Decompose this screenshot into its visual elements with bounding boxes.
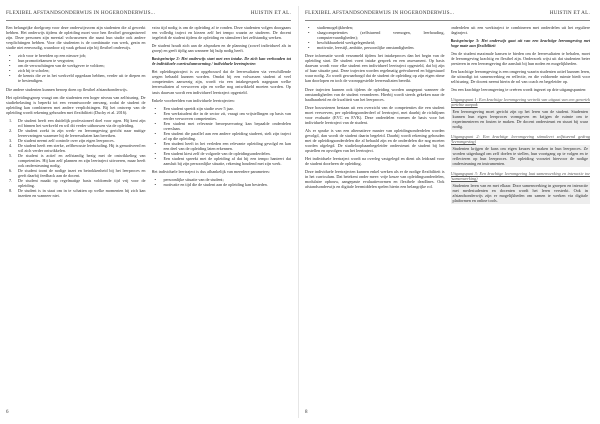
shaded-box: Studenten krijgen de kans om eigen keuzes te maken in hun leerproces. Ze worden uitgedaagd om zelf doelen te stellen, hun voortgang op te volgen en te reflecteren op hun leerproces. De opleiding voorziet hiervoor de nodige ondersteuning en instrumenten. [452, 145, 588, 167]
list-item: • zich bij te scholen; [6, 68, 146, 73]
list-item: • Een student spreekt met de opleiding af dat hij een tempo hanteert dat aansluit bij zijn persoonlijke situatie, rekening houdend met zijn werk. [152, 156, 292, 166]
page-number: 8 [305, 410, 308, 415]
paragraph: Als er sprake is van een alternatieve manier van opleidingsonderdelen worden gevolgd, dan wordt de student daarin begeleid. Daarbij wordt rekening gehouden met de opleidingsonderdelen die al behaald zijn en de onderdelen die nog moeten worden afgelegd. De studieloopbaanbegeleider ondersteunt de student bij het opstellen en opvolgen van het leertraject. [305, 127, 445, 154]
paragraph: Deze individuele leertrajecten kunnen enkel werken als er de nodige flexibiliteit is in het curriculum. Dat betekent onder meer: vrije keuze van opleidingsonderdelen, modulaire opbouw, aangepaste evaluatievormen en flexibele deadlines. Ook afstandsonderwijs en digitale leermiddelen spelen hierin een belangrijke rol. [305, 169, 445, 190]
paragraph: De student houdt zich aan de afspraken en de planning (zowel individueel als in groep) en geeft tijdig aan wanneer hij hulp nodig heeft. [151, 43, 291, 54]
paragraph: Het individuele leertraject wordt na overleg vastgelegd en dient als leidraad voor de student doorheen de opleiding. [305, 156, 445, 167]
list-item: • studiemogelijkheden; [305, 25, 445, 30]
paragraph: Een belangrijke doelgroep voor deze onderwijsvorm zijn studenten die al gewerkt hebben. Het onderwijs tijdens de opleiding moet voor hen flexibel georganiseerd zijn. Deze personen zijn meestal volwassenen die naast hun studie ook andere verplichtingen hebben. Voor die studenten is de combinatie van werk, gezin en studie niet eenvoudig, waardoor zij vaak gebaat zijn bij flexibel onderwijs. [6, 25, 146, 51]
section-heading: Basisprincipe 3: Het onderwijs gaat uit van een krachtige leeromgeving met hoge mate aan flexibiliteit [450, 38, 590, 49]
list-item: • de kennis die ze in het werkveld opgedaan hebben, verder uit te diepen en te bestendigen. [6, 73, 146, 83]
list-item: 5. De student is actief en zelfstandig bezig met de ontwikkeling van competenties. Hij kan zelf plannen en zijn leertraject uitvoeren, maar heeft ook ondersteuning nodig. [6, 153, 146, 168]
bullet-list [6, 53, 146, 83]
list-item: • Een student kiest zelf de volgorde van de opleidingsonderdelen. [152, 151, 292, 156]
list-item: • om de verwachtingen van de werkgever te voldoen; [6, 63, 146, 68]
paragraph: onderdelen uit een werktraject te combineren met onderdelen uit het reguliere dagtraject. [450, 25, 590, 36]
header-title: FLEXIBEL AFSTANDSONDERWIJS IN HOGERONDERWIJS... [6, 10, 156, 16]
paragraph: Het individuele leertraject is dus afhankelijk van meerdere parameters: [151, 169, 271, 175]
bullet-list [305, 25, 445, 50]
column-left [305, 25, 445, 403]
list-item: • Een werkstudent die in de sector zit, vraagt om vrijstellingen op basis van eerder verworven competenties. [152, 111, 292, 121]
numbered-list [6, 118, 146, 199]
list-item: • zich voor te bereiden op een nieuwe job; [6, 53, 146, 58]
header-title: FLEXIBEL AFSTANDSONDERWIJS IN HOGERONDERWIJS... [305, 10, 455, 16]
paragraph: Om een krachtige leeromgeving te creëren wordt ingezet op drie uitgangspunten: [450, 87, 587, 93]
list-item: • hun promotiekansen te vergroten; [6, 58, 146, 63]
paragraph: extra tijd nodig is om de opleiding af te ronden. Deze studenten volgen doorgaans een volledig traject en kiezen zelf het tempo waarin ze studeren. De docent begeleidt de student tijdens de opleiding en stimuleert het zelfstandig werken. [151, 25, 291, 41]
paragraph: Een krachtige leeromgeving is een omgeving waarin studenten actief kunnen leren, die uitnodigt tot samenwerking en reflectie, en die voldoende ruimte biedt voor zelfsturing. De docent neemt hierin de rol van coach en begeleider op. [450, 69, 590, 85]
list-item: 2. De student zoekt in zijn werk- en leeromgeving gericht naar nuttige leerervaringen waarmee hij de leerresultaten kan bereiken. [6, 128, 146, 138]
page-gutter [298, 6, 299, 418]
list-item: • motivatie, leerstijl, ambitie, persoonlijke omstandigheden. [305, 45, 445, 50]
shaded-box: Een leeromgeving moet gericht zijn op het leren van de student. Studenten kunnen hun eigen leerproces vormgeven en krijgen de ruimte om te experimenteren en fouten te maken. De docent ondersteunt en stuurt bij waar nodig. [452, 108, 588, 129]
list-item: 1. De student heeft een duidelijk professioneel doel voor ogen. Hij kent zijn rol binnen het werkveld en wil dit verder uitbouwen via de opleiding. [6, 118, 146, 128]
column-right [451, 25, 591, 403]
right-page [303, 0, 594, 424]
list-item: • motivatie en tijd die de student aan de opleiding kan besteden. [152, 182, 292, 187]
list-item: 8. De student is in staat om in te schatten op welke momenten hij zich kan inzetten en wanneer niet. [6, 188, 146, 198]
paragraph: Het opleidingstraject is zo opgebouwd dat de leerresultaten via verschillende wegen behaald kunnen worden. Omdat bij een volwassen student al veel competenties aanwezig zijn, wordt via een intakegesprek nagegaan welke leerresultaten al verworven zijn en welke nog ontwikkeld moeten worden. Op basis daarvan wordt een individueel leertraject opgesteld. [151, 69, 291, 95]
list-item: • Een student spreidt zijn studie over 5 jaar. [152, 106, 292, 111]
section-heading: Basisprincipe 2: Het onderwijs start met een intake. De zich kan verhouden tot de individuele curriculumvorming / individuele leertrajecten [151, 56, 291, 67]
list-item: • persoonlijke situatie van de student; [152, 177, 292, 182]
list-item: • beschikbaarheid werkgelegenheid; [305, 40, 445, 45]
box-caption: Uitgangspunt 3: Een krachtige leeromgeving laat samenwerking en interactie toe (samenwerking) [450, 171, 590, 182]
box-caption: Uitgangspunt 1: Een krachtige leeromgeving vertrekt van uitgaat van een generiek gerichte aanpak [450, 96, 590, 107]
list-item: 6. De student toont de nodige inzet en betrokkenheid bij het leerproces en geeft daarbij feedback aan de docent. [6, 168, 146, 178]
text-columns [6, 25, 291, 403]
header-authors: HUISTIN ET AL. [549, 10, 590, 16]
list-item: • slaagcompetenties (zelfsturend vermogen, leerhouding, computervaardigheden); [305, 30, 445, 40]
shaded-box: Studenten leren van en met elkaar. Door samenwerking in groepen en interactie met medestudenten en docenten wordt het leren versterkt. Ook in afstandsonderwijs zijn er mogelijkheden om samen te werken via digitale platformen en online tools. [452, 183, 588, 204]
list-item: 3. De student neemt zelf controle over zijn eigen leerproces. [6, 138, 146, 143]
list-item: • Een student met relevante beroepservaring kan bepaalde onderdelen overslaan. [152, 121, 292, 131]
column-right [152, 25, 292, 403]
paragraph: Enkele voorbeelden van individuele leertrajecten: [151, 97, 235, 103]
header-rule [305, 20, 590, 21]
paragraph: Die andere studenten kunnen beroep doen op flexibel afstandsonderwijs. [6, 86, 128, 92]
header-rule [6, 20, 291, 21]
column-left [6, 25, 146, 403]
box-caption: Uitgangspunt 2: Een krachtige leeromgeving stimuleert zelfsturend gedrag (leeromgeving) [450, 133, 590, 144]
page-number: 6 [6, 410, 9, 415]
paragraph: Om de student maximale kansen te bieden om de leerresultaten te behalen, moet de leeromgeving krachtig en flexibel zijn. Onderzoek wijst uit dat studenten beter presteren in een leeromgeving die aansluit bij hun noden en mogelijkheden. [450, 51, 590, 67]
header-authors: HUISTIN ET AL. [250, 10, 291, 16]
paragraph: Het opleidingsgroep vraagt om die studenten een hoger niveau van zelfsturing. De studiebelasting is beperkt tot een verantwoorde omvang, zodat de student de opleiding kan combineren met andere verplichtingen. Bij het ontwerp van de opleiding wordt rekening gehouden met flexibiliteit (Duchy et al. 2016). [6, 94, 146, 115]
list-item: 4. De student heeft een sterke, zelfbewuste leerhouding. Hij is gemotiveerd en wil zich verder ontwikkelen. [6, 143, 146, 153]
text-columns [305, 25, 590, 403]
bullet-list [152, 106, 292, 167]
list-item: • Een student heeft in het verleden een relevante opleiding gevolgd en kan een deel van de opleiding laten erkennen. [152, 141, 292, 151]
list-item: • Een student die parallel aan een andere opleiding studeert, stelt zijn traject af op die opleiding. [152, 131, 292, 141]
paragraph: Deze trajecten kunnen ook tijdens de opleiding worden aangepast wanneer de omstandigheden van de student veranderen. Hierbij wordt steeds gekeken naar de haalbaarheid en de kwaliteit van het leerproces. [305, 86, 445, 102]
list-item: 7. De student maakt op regelmatige basis voldoende tijd vrij voor de opleiding. [6, 178, 146, 188]
running-header [305, 10, 590, 20]
left-page [4, 0, 295, 424]
bullet-list [152, 177, 292, 187]
running-header [6, 10, 291, 20]
paragraph: Deze informatie wordt verzameld tijdens het intakeproces dan het begin van de opleiding start. De student voert intake gesprek en een assessment. Op basis daarvan wordt voor elke student een individueel leertraject opgesteld, dat bij zijn of haar situatie past. Deze trajecten worden regelmatig geëvalueerd en bijgestuurd waar nodig. Zo wordt gewaarborgd dat de student de opleiding op zijn eigen ritme kan doorlopen en toch de vooropgestelde leerresultaten bereikt. [305, 53, 445, 84]
paragraph: Deze bouwstenen bestaan uit een overzicht van de competenties die een student moet verwerven, per opleidingsonderdeel of leertraject, met daarbij de richtlijnen voor evaluatie (EVC en EVK). Deze onderdelen vormen de basis voor het individuele leertraject van de student. [305, 104, 445, 125]
